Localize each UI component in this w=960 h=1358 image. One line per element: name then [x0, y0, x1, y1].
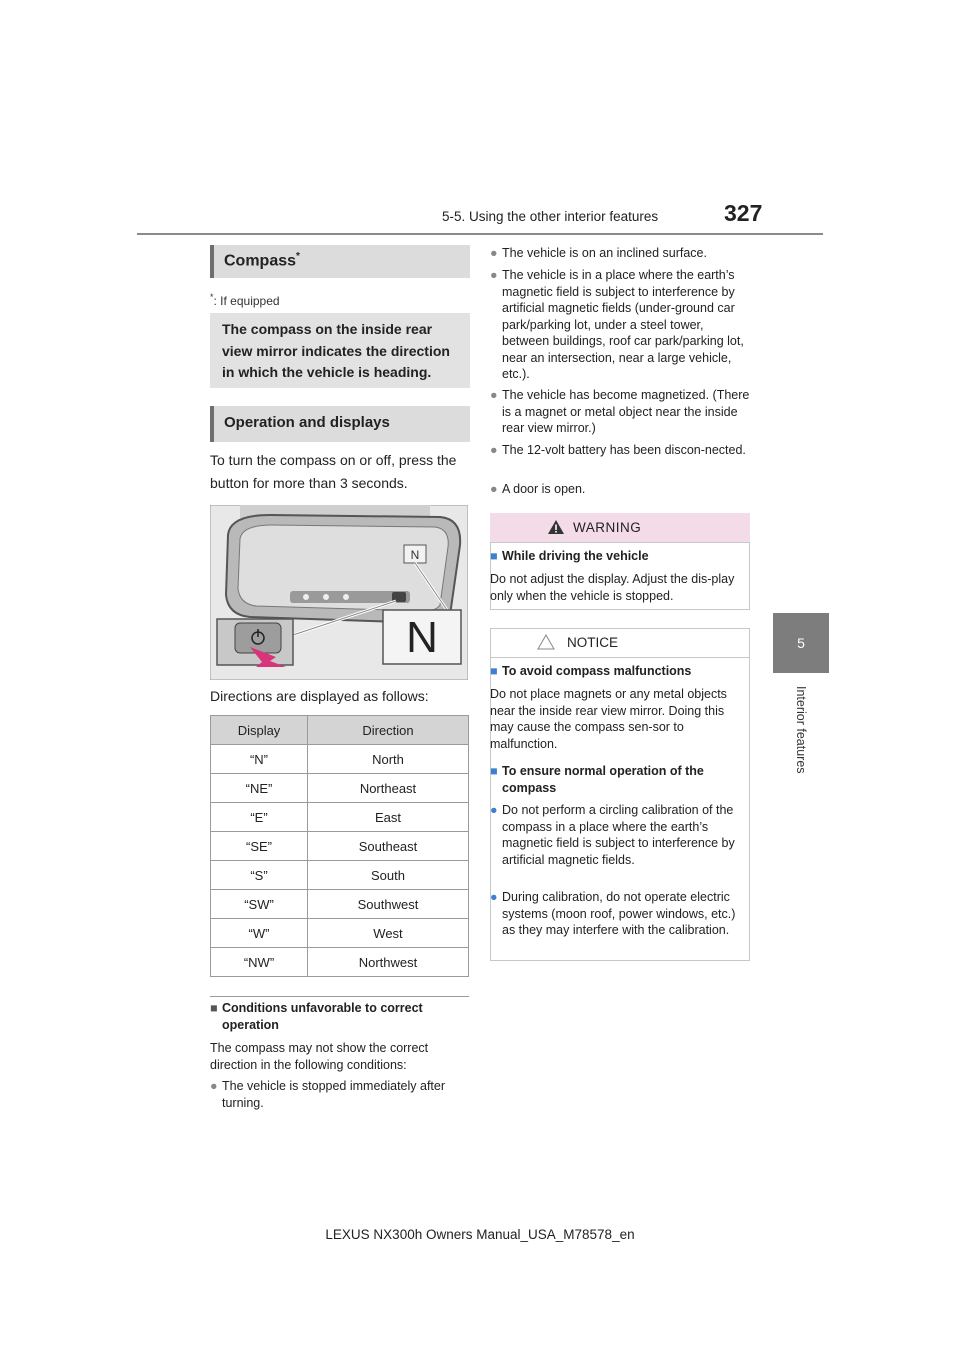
- bullet-icon: ●: [490, 443, 498, 457]
- list-item: [490, 387, 752, 437]
- table-cell: “SW”: [211, 890, 308, 919]
- list-item-text: The vehicle is in a place where the earth’s magnetic field is subject to interference by artificial magnetic fields (under-ground car park/parking lot, under a steel tower, between buildings, roof car park/parking lot, near an intersection, near a large vehicle, etc.).: [502, 268, 744, 381]
- table-cell: “NW”: [211, 948, 308, 977]
- section-title: 5-5. Using the other interior features: [442, 209, 659, 224]
- directions-table: [210, 715, 469, 977]
- table-row: [211, 890, 469, 919]
- operation-title: Operation and displays: [224, 414, 390, 431]
- big-n-label: N: [406, 613, 438, 662]
- list-item: [490, 442, 752, 459]
- list-item-text: A door is open.: [502, 482, 586, 496]
- bullet-icon: ●: [210, 1079, 218, 1093]
- table-cell: “SE”: [211, 832, 308, 861]
- list-item: [490, 481, 752, 498]
- list-item: [490, 889, 745, 939]
- conditions-heading-row: [210, 1000, 470, 1033]
- notice-subhead-row: [490, 663, 745, 680]
- table-row: [211, 774, 469, 803]
- warning-triangle-icon: [547, 519, 565, 535]
- warning-title: WARNING: [573, 520, 642, 535]
- table-cell: West: [308, 919, 469, 948]
- list-item: [490, 267, 752, 383]
- table-row: [211, 832, 469, 861]
- warning-text: Do not adjust the display. Adjust the dis-play only when the vehicle is stopped.: [490, 572, 735, 603]
- notice-title: NOTICE: [567, 635, 619, 650]
- bullet-icon: ●: [490, 246, 498, 260]
- warning-subhead-row: [490, 548, 745, 565]
- square-bullet-icon: ■: [490, 764, 498, 778]
- warning-header: [490, 513, 750, 543]
- chapter-number: 5: [797, 635, 805, 651]
- list-item-text: The 12-volt battery has been discon-nected.: [502, 443, 746, 457]
- title-asterisk: *: [296, 251, 300, 262]
- chapter-title: Interior features: [794, 686, 808, 774]
- conditions-heading: Conditions unfavorable to correct operation: [222, 1001, 423, 1032]
- conditions-text: The compass may not show the correct direction in the following conditions:: [210, 1041, 429, 1072]
- table-row: [211, 745, 469, 774]
- chapter-tab-label: [792, 686, 810, 786]
- small-n-label: N: [410, 548, 420, 562]
- page-number: 327: [724, 200, 763, 226]
- notice-subhead-1: To avoid compass malfunctions: [502, 664, 692, 678]
- table-row: [211, 948, 469, 977]
- footnote-text: : If equipped: [213, 294, 280, 308]
- bullet-icon: ●: [490, 803, 498, 817]
- notice-text-1: Do not place magnets or any metal objects near the inside rear view mirror. Doing this may cause the compass sen-sor to malfunction.: [490, 687, 727, 751]
- table-cell: Southeast: [308, 832, 469, 861]
- table-header-direction: Direction: [308, 716, 469, 745]
- table-cell: Southwest: [308, 890, 469, 919]
- notice-triangle-icon: [537, 634, 555, 650]
- list-item: [490, 802, 745, 868]
- table-cell: “NE”: [211, 774, 308, 803]
- list-item: [210, 1078, 470, 1111]
- list-item-text: Do not perform a circling calibration of the compass in a place where the earth’s magnetic field is subject to interference by artificial magnetic fields.: [502, 803, 735, 867]
- notice-subhead-row: [490, 763, 745, 796]
- bullet-icon: ●: [490, 388, 498, 402]
- table-cell: “N”: [211, 745, 308, 774]
- table-header-row: [211, 716, 469, 745]
- footer-text: LEXUS NX300h Owners Manual_USA_M78578_en: [325, 1227, 635, 1242]
- bullet-icon: ●: [490, 890, 498, 904]
- conditions-divider: [210, 996, 469, 997]
- table-cell: Northwest: [308, 948, 469, 977]
- mirror-illustration: [210, 505, 468, 680]
- table-row: [211, 861, 469, 890]
- table-cell: Northeast: [308, 774, 469, 803]
- intro-box: The compass on the inside rear view mirror indicates the direction in which the vehicle is heading.: [210, 313, 470, 388]
- table-cell: East: [308, 803, 469, 832]
- table-row: [211, 919, 469, 948]
- square-bullet-icon: ■: [490, 664, 498, 678]
- list-item: [490, 245, 752, 262]
- bullet-icon: ●: [490, 482, 498, 496]
- list-item-text: During calibration, do not operate electric systems (moon roof, power windows, etc.) as they may interfere with the calibration.: [502, 890, 736, 937]
- operation-text: To turn the compass on or off, press the button for more than 3 seconds.: [210, 452, 457, 491]
- list-item-text: The vehicle is stopped immediately after turning.: [222, 1079, 446, 1110]
- table-row: [211, 803, 469, 832]
- directions-intro: Directions are displayed as follows:: [210, 688, 429, 704]
- notice-header: [490, 628, 750, 658]
- table-cell: “W”: [211, 919, 308, 948]
- table-cell: North: [308, 745, 469, 774]
- footnote: [210, 292, 280, 308]
- list-item-text: The vehicle is on an inclined surface.: [502, 246, 707, 260]
- compass-title: Compass: [224, 252, 297, 270]
- warning-subhead: While driving the vehicle: [502, 549, 649, 563]
- table-header-display: Display: [211, 716, 308, 745]
- table-cell: “S”: [211, 861, 308, 890]
- table-cell: “E”: [211, 803, 308, 832]
- compass-title-bar: [210, 245, 470, 278]
- square-bullet-icon: ■: [490, 549, 498, 563]
- mirror-drawing: [210, 505, 468, 680]
- chapter-tab: [773, 613, 829, 673]
- operation-title-bar: [210, 406, 470, 442]
- square-bullet-icon: ■: [210, 1001, 218, 1015]
- notice-subhead-2: To ensure normal operation of the compass: [502, 764, 704, 795]
- list-item-text: The vehicle has become magnetized. (There is a magnet or metal object near the inside rear view mirror.): [502, 388, 750, 435]
- footnote-mark: *: [210, 292, 214, 302]
- bullet-icon: ●: [490, 268, 498, 282]
- table-cell: South: [308, 861, 469, 890]
- header-divider: [137, 233, 823, 235]
